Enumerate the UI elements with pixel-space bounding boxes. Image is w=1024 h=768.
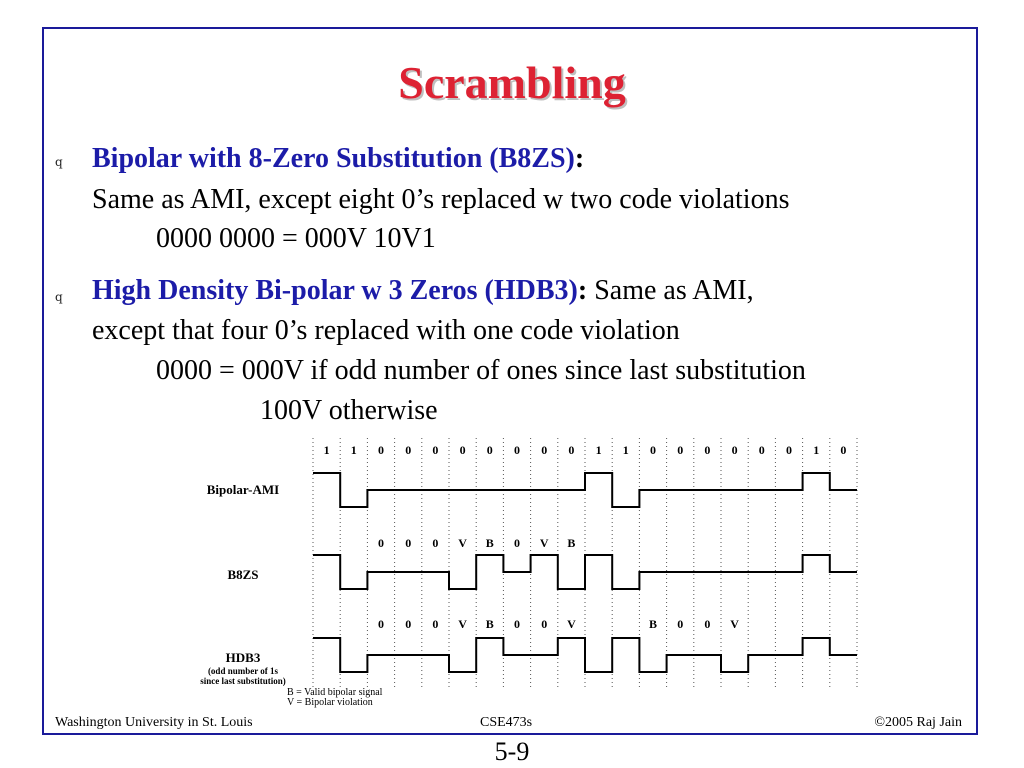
legend-text: V = Bipolar violation: [287, 697, 373, 708]
code-annotation: V: [458, 617, 467, 631]
legend-text: B = Valid bipolar signal: [287, 687, 383, 698]
bit-label: 0: [650, 443, 656, 457]
page-number: 5-9: [494, 737, 530, 766]
code-annotation: V: [539, 536, 549, 550]
code-annotation: 0: [514, 617, 520, 631]
bullet-marker: q: [55, 155, 63, 169]
bit-label: 1: [595, 443, 602, 457]
bit-label: 0: [514, 443, 520, 457]
code-annotation: 0: [405, 536, 412, 550]
row-label: HDB3: [225, 650, 261, 665]
code-annotation: 0: [704, 617, 711, 631]
code-annotation: B: [485, 536, 494, 550]
bullet-marker: q: [55, 290, 63, 304]
code-annotation: B: [567, 536, 576, 550]
signal-waveform: [313, 555, 857, 589]
bit-label: 0: [486, 443, 493, 457]
b8zs-line-1: Same as AMI, except eight 0’s replaced w two code violations: [92, 184, 790, 215]
bit-label: 0: [840, 443, 847, 457]
bit-label: 0: [378, 443, 384, 457]
b8zs-line-2: 0000 0000 = 000V 10V1: [156, 223, 436, 254]
row-label: B8ZS: [227, 567, 259, 582]
bit-label: 0: [405, 443, 412, 457]
bit-label: 0: [541, 443, 548, 457]
code-annotation: B: [648, 617, 658, 631]
row-label: Bipolar-AMI: [206, 482, 280, 497]
code-annotation: 0: [677, 617, 684, 631]
hdb3-tail: Same as AMI,: [587, 275, 754, 306]
bit-label: 0: [459, 443, 466, 457]
code-annotation: 0: [405, 617, 412, 631]
footer-course: CSE473s: [480, 715, 533, 730]
bit-label: 1: [323, 443, 330, 457]
hdb3-line-1: except that four 0’s replaced with one code violation: [92, 315, 680, 346]
b8zs-colon: :: [574, 143, 585, 174]
code-annotation: B: [485, 617, 494, 631]
bit-label: 0: [731, 443, 738, 457]
bit-label: 1: [813, 443, 820, 457]
bit-label: 0: [568, 443, 575, 457]
code-annotation: 0: [432, 617, 439, 631]
code-annotation: 0: [378, 617, 384, 631]
code-annotation: 0: [432, 536, 439, 550]
code-annotation: V: [730, 617, 739, 631]
hdb3-colon: :: [577, 275, 588, 306]
bit-label: 0: [704, 443, 711, 457]
bit-label: 1: [350, 443, 357, 457]
bit-label: 0: [786, 443, 792, 457]
code-annotation: 0: [541, 617, 548, 631]
code-annotation: V: [458, 536, 467, 550]
hdb3-line-2: 0000 = 000V if odd number of ones since last substitution: [156, 355, 806, 386]
bit-label: 1: [622, 443, 629, 457]
bit-label: 0: [677, 443, 684, 457]
footer-university: Washington University in St. Louis: [55, 715, 253, 730]
row-sublabel: since last substitution): [200, 676, 286, 686]
hdb3-line-3: 100V otherwise: [260, 395, 438, 426]
footer-copyright: ©2005 Raj Jain: [874, 715, 962, 730]
slide-title: Scrambling: [398, 57, 626, 108]
row-sublabel: (odd number of 1s: [207, 666, 279, 676]
b8zs-heading: Bipolar with 8-Zero Substitution (B8ZS): [92, 143, 575, 174]
code-annotation: 0: [378, 536, 384, 550]
bit-label: 0: [432, 443, 439, 457]
code-annotation: 0: [514, 536, 520, 550]
bit-label: 0: [758, 443, 765, 457]
code-annotation: V: [567, 617, 576, 631]
hdb3-heading: High Density Bi-polar w 3 Zeros (HDB3): [92, 275, 578, 306]
